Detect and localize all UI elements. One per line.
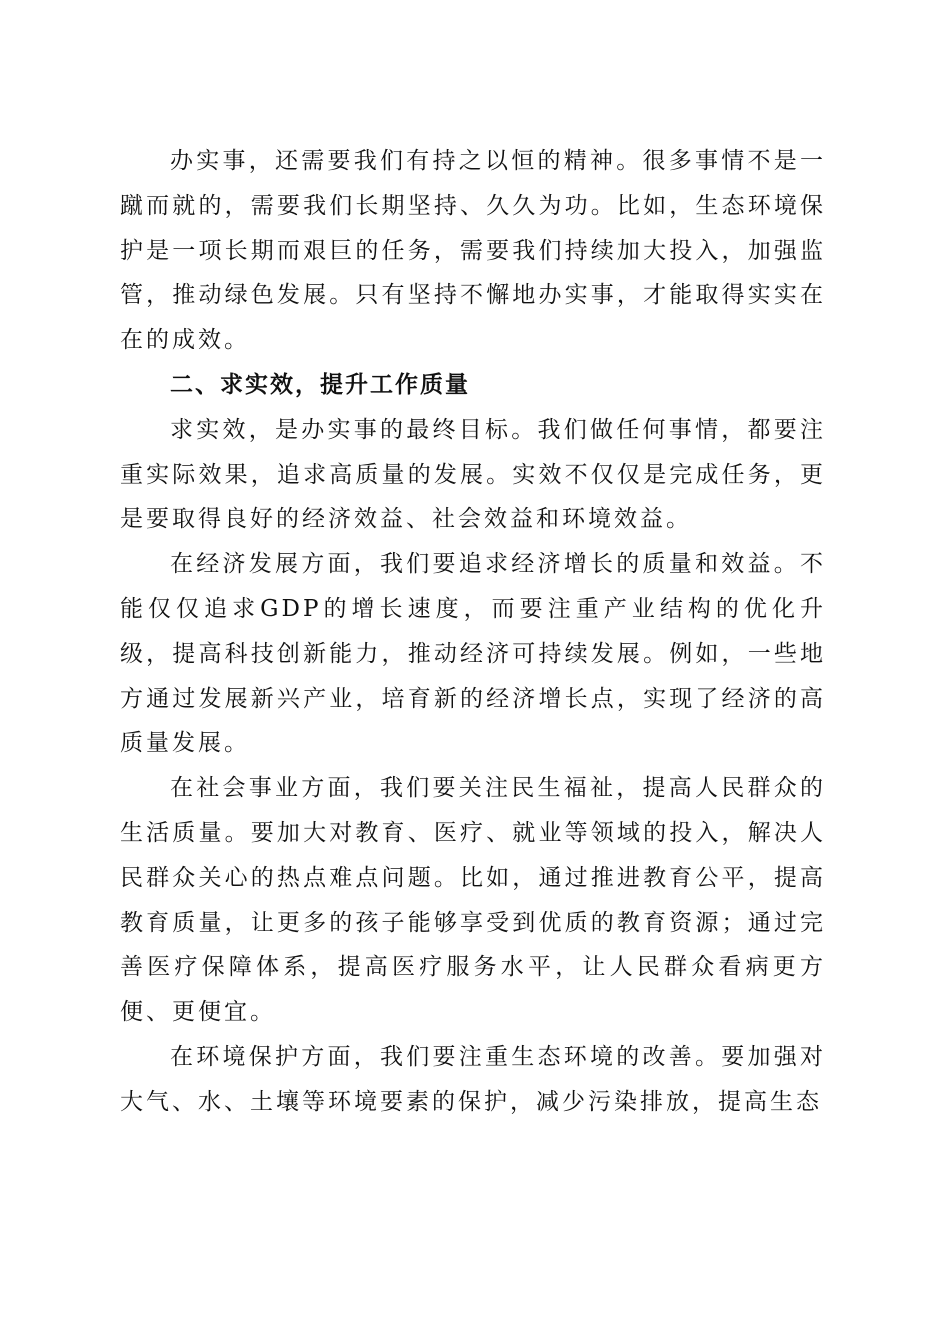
paragraph-economic-development: 在经济发展方面，我们要追求经济增长的质量和效益。不能仅仅追求GDP的增长速度，而要注重产业结构的优化升级，提高科技创新能力，推动经济可持续发展。例如，一些地方通过发展新兴产业，培育新的经济增长点，实现了经济的高质量发展。 (120, 551, 826, 757)
paragraph-social-affairs: 在社会事业方面，我们要关注民生福祉，提高人民群众的生活质量。要加大对教育、医疗、就业等领域的投入，解决人民群众关心的热点难点问题。比如，通过推进教育公平，提高教育质量，让更多的孩子能够享受到优质的教育资源；通过完善医疗保障体系，提高医疗服务水平，让人民群众看病更方便、更便宜。 (120, 775, 826, 1026)
section-heading: 二、求实效，提升工作质量 (170, 371, 470, 398)
paragraph-environmental-protection: 在环境保护方面，我们要注重生态环境的改善。要加强对大气、水、土壤等环境要素的保护，减少污染排放，提高生态 (120, 1043, 826, 1115)
paragraph-perseverance: 办实事，还需要我们有持之以恒的精神。很多事情不是一蹴而就的，需要我们长期坚持、久久为功。比如，生态环境保护是一项长期而艰巨的任务，需要我们持续加大投入，加强监管，推动绿色发展。只有坚持不懈地办实事，才能取得实实在在的成效。 (120, 148, 826, 354)
paragraph-seek-results: 求实效，是办实事的最终目标。我们做任何事情，都要注重实际效果，追求高质量的发展。实效不仅仅是完成任务，更是要取得良好的经济效益、社会效益和环境效益。 (120, 416, 826, 533)
document-body (120, 139, 826, 1125)
